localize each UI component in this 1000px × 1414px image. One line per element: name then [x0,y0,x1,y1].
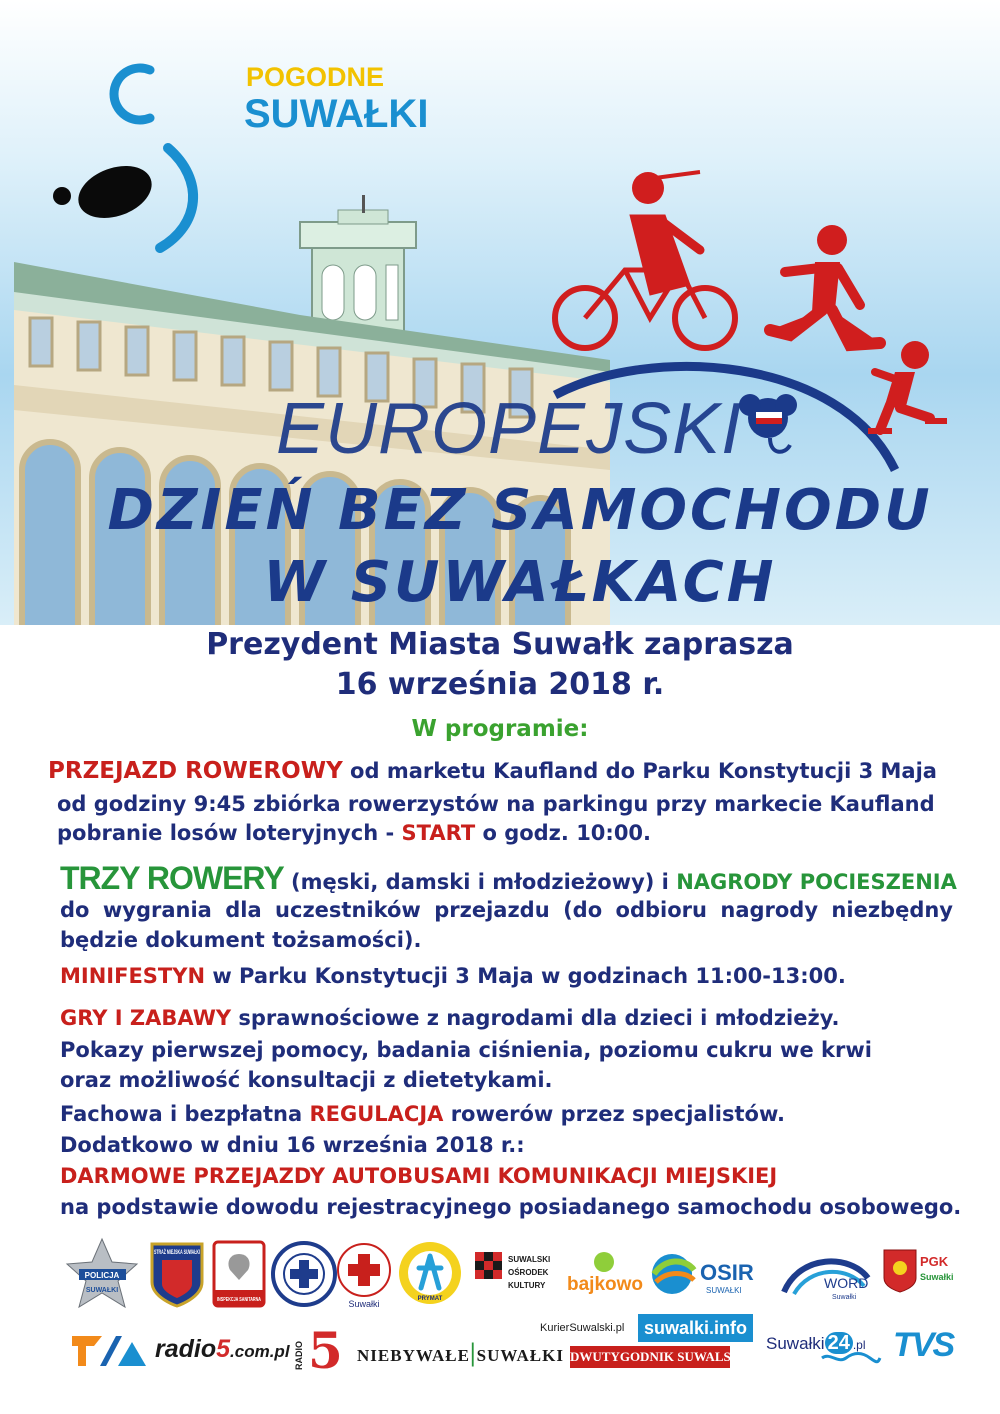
bikes-line2: do wygrania dla uczestników przejazdu (do odbioru nagrody niezbędny [60,898,953,922]
games-line1 [60,1006,839,1030]
radio5-c: .com.pl [230,1342,290,1361]
red-cross-icon [335,1240,393,1310]
sanitary-inspection-icon [212,1240,266,1308]
sok-text1: SUWALSKI [508,1255,551,1264]
osir-logo-icon [650,1248,772,1298]
title-line3: W SUWAŁKACH [263,550,777,615]
suwalki24-a: Suwałki [766,1334,825,1353]
ride-line3 [57,821,651,845]
dwutygodnik-logo: DWUTYGODNIK SUWALSKI [570,1346,730,1368]
bikes-paren: (męski, damski i młodzieżowy) i [283,870,677,894]
suwalki24-b: 24 [825,1332,853,1354]
word-text: WORD [824,1275,869,1291]
tvs-logo: TVS [893,1326,954,1364]
bikes-highlight: TRZY ROWERY [60,860,284,896]
ride-line3-pre: pobranie losów loteryjnych - [57,821,402,845]
radio5v-b: 5 [308,1321,343,1380]
police-text: POLICJA [84,1271,120,1280]
suwalki24-waves-icon [820,1352,882,1366]
minifestyn-highlight: MINIFESTYN [60,964,206,988]
rescue-cross-icon [270,1240,338,1308]
bajkowo-icon [568,1250,642,1296]
radio5-logo [155,1335,290,1364]
ride-line1 [48,758,937,784]
pgk-logo-icon [882,1248,958,1294]
games-rest: sprawnościowe z nagrodami dla dzieci i młodzieży. [231,1006,840,1030]
tv-logo-icon [70,1330,150,1370]
ride-rest: od marketu Kaufland do Parku Konstytucji 3 Maja [342,759,937,783]
niebywale-b: SUWAŁKI [476,1346,564,1365]
word-city: Suwałki [832,1294,857,1301]
bikes-line1 [60,860,957,897]
sok-text2: OŚRODEK [508,1268,549,1277]
invite-text: Prezydent Miasta Suwałk zaprasza [206,627,794,662]
osir-city: SUWAŁKI [706,1286,742,1295]
police-text2: SUWAŁKI [85,1287,119,1294]
regulation-highlight: REGULACJA [309,1102,444,1126]
city-guard-badge-icon [148,1240,232,1308]
police-star-icon [65,1237,140,1312]
title-line1: EUROPEJSKI [276,389,743,469]
minifestyn-rest: w Parku Konstytucji 3 Maja w godzinach 11:00-13:00. [205,964,846,988]
bikes-prizes: NAGRODY POCIESZENIA [676,870,957,894]
word-logo-icon [780,1248,872,1300]
bus-highlight: DARMOWE PRZEJAZDY AUTOBUSAMI KOMUNIKACJI MIEJSKIEJ [60,1164,778,1188]
sanitary-text: INSPEKCJA SANITARNA [217,1297,262,1303]
logo-line1: POGODNE [246,62,385,92]
prymat-icon [397,1240,463,1306]
games-highlight: GRY I ZABAWY [60,1006,232,1030]
sok-logo-icon [475,1252,565,1296]
osir-text: OSIR [700,1260,754,1285]
regulation-post: rowerów przez specjalistów. [443,1102,785,1126]
bajkowo-text: bajkowo [566,1274,644,1295]
kurier-logo: KurierSuwalski.pl [540,1322,625,1334]
radio5-a: radio [155,1335,217,1363]
pgk-city: Suwałki [920,1272,954,1282]
games-line2: Pokazy pierwszej pomocy, badania ciśnienia, poziomu cukru we krwi [60,1038,872,1062]
pgk-text: PGK [920,1254,949,1269]
niebywale-logo: NIEBYWAŁE|SUWAŁKI [357,1338,564,1367]
suwalki-info-logo: suwalki.info [638,1314,753,1342]
title-line2: DZIEŃ BEZ SAMOCHODU [107,478,933,543]
bus-line1 [60,1164,777,1188]
program-heading: W programie: [411,716,589,742]
games-line3: oraz możliwość konsultacji z dietetykami. [60,1068,553,1092]
city-guard-text: STRAŻ MIEJSKA SUWAŁKI [154,1250,232,1256]
logo-line2: SUWAŁKI [244,92,429,136]
minifestyn-line [60,964,846,988]
prymat-text: PRYMAT [417,1296,443,1302]
event-date: 16 września 2018 r. [335,667,665,702]
radio5-b: 5 [216,1335,231,1363]
extra-line: Dodatkowo w dniu 16 września 2018 r.: [60,1133,525,1157]
sok-text3: KULTURY [508,1281,546,1290]
regulation-pre: Fachowa i bezpłatna [60,1102,310,1126]
bus-line2: na podstawie dowodu rejestracyjnego posiadanego samochodu osobowego. [60,1195,962,1219]
red-cross-city: Suwałki [348,1299,380,1309]
bikes-line3: będzie dokument tożsamości). [60,928,422,952]
niebywale-a: NIEBYWAŁE [357,1346,470,1365]
suwalki24-c: .pl [852,1338,866,1352]
ride-line2: od godziny 9:45 zbiórka rowerzystów na parkingu przy markecie Kaufland [57,792,935,816]
ride-start: START [401,821,476,845]
ride-line3-post: o godz. 10:00. [475,821,652,845]
radio5-vertical-icon [292,1318,343,1380]
ride-highlight: PRZEJAZD ROWEROWY [48,758,343,784]
radio5v-a: RADIO [294,1341,304,1370]
regulation-line [60,1102,785,1126]
